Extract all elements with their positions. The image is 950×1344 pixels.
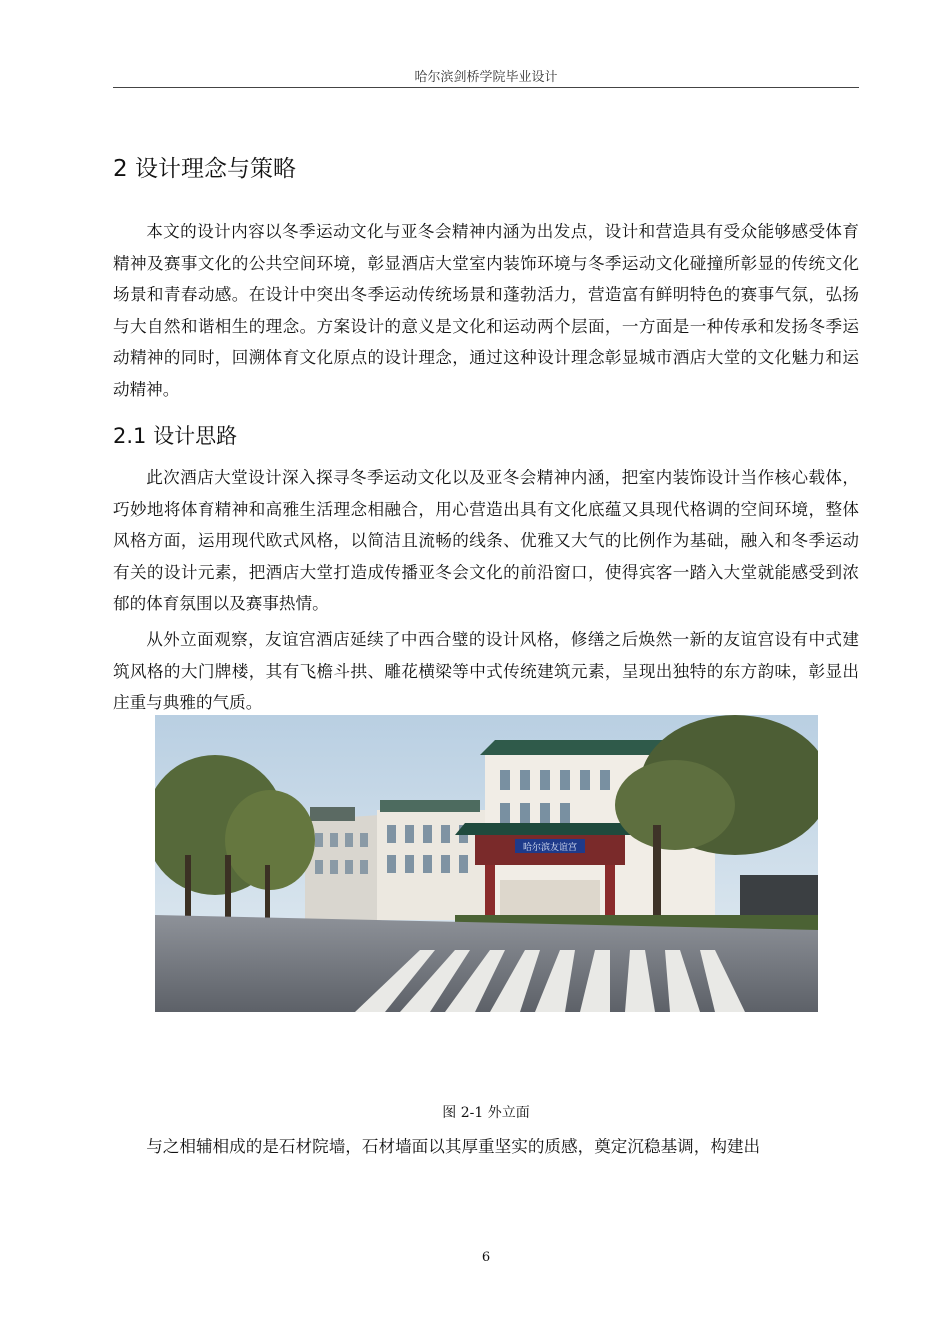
facade-photo [155, 715, 818, 1012]
page-number: 6 [481, 1250, 491, 1265]
section-heading: 2 设计理念与策略 [113, 156, 296, 182]
figure-caption: 图 2-1 外立面 [442, 1105, 530, 1121]
header-rule [113, 87, 859, 88]
section-intro-paragraph: 本文的设计内容以冬季运动文化与亚冬会精神内涵为出发点，设计和营造具有受众能够感受体育精神及赛事文化的公共空间环境，彰显酒店大堂室内装饰环境与冬季运动文化碰撞所彰显的传统文化场景和青春动感。在设计中突出冬季运动传统场景和蓬勃活力，营造富有鲜明特色的赛事气氛，弘扬与大自然和谐相生的理念。方案设计的意义是文化和运动两个层面，一方面是一种传承和发扬冬季运动精神的同时，回溯体育文化原点的设计理念，通过这种设计理念彰显城市酒店大堂的文化魅力和运动精神。 [113, 222, 859, 399]
running-header: 哈尔滨剑桥学院毕业设计 [414, 70, 558, 85]
continuation-paragraph: 与之相辅相成的是石材院墙，石材墙面以其厚重坚实的质感，奠定沉稳基调，构建出 [146, 1137, 761, 1156]
facade-paragraph: 从外立面观察，友谊宫酒店延续了中西合璧的设计风格，修缮之后焕然一新的友谊宫设有中式建筑风格的大门牌楼，其有飞檐斗拱、雕花横梁等中式传统建筑元素，呈现出独特的东方韵味，彰显出庄重与典雅的气质。 [113, 630, 859, 713]
gate-sign-text: 哈尔滨友谊宫 [522, 843, 578, 853]
design-idea-paragraph: 此次酒店大堂设计深入探寻冬季运动文化以及亚冬会精神内涵，把室内装饰设计当作核心载体，巧妙地将体育精神和高雅生活理念相融合，用心营造出具有文化底蕴又具现代格调的空间环境，整体风格方面，运用现代欧式风格，以简洁且流畅的线条、优雅又大气的比例作为基础，融入和冬季运动有关的设计元素，把酒店大堂打造成传播亚冬会文化的前沿窗口，使得宾客一踏入大堂就能感受到浓郁的体育氛围以及赛事热情。 [113, 468, 859, 614]
subsection-heading: 2.1 设计思路 [113, 424, 238, 448]
